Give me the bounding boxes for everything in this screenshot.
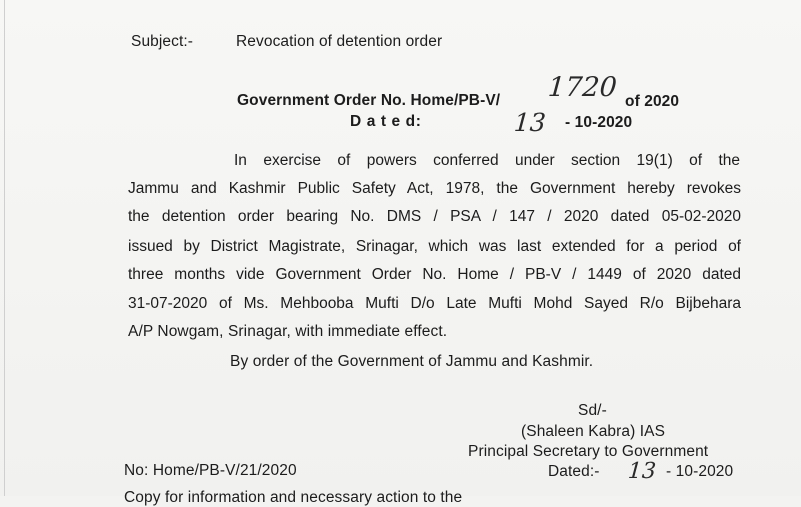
order-year: of 2020 (625, 93, 680, 110)
body-line-6: 31-07-2020 of Ms. Mehbooba Mufti D/o Late Mufti Mohd Sayed R/o Bijbehara (128, 295, 741, 312)
signature-date-suffix: - 10-2020 (666, 463, 734, 480)
signatory-designation: Principal Secretary to Government (468, 443, 709, 460)
body-line-5: three months vide Government Order No. Home / PB-V / 1449 of 2020 dated (128, 266, 741, 283)
order-dated-label: D a t e d: (350, 113, 422, 130)
signature-dated-label: Dated:- (548, 463, 600, 480)
body-line-3: the detention order bearing No. DMS / PSA / 147 / 2020 dated 05-02-2020 (128, 208, 741, 225)
reference-number: No: Home/PB-V/21/2020 (124, 462, 297, 479)
order-number-prefix: Government Order No. Home/PB-V/ (237, 92, 501, 109)
signatory-name: (Shaleen Kabra) IAS (521, 423, 666, 440)
order-day-handwritten: 13 (512, 108, 547, 137)
order-number-handwritten: 1720 (546, 72, 618, 103)
body-line-1: In exercise of powers conferred under section 19(1) of the (234, 152, 740, 169)
page-edge (4, 0, 5, 496)
body-line-4: issued by District Magistrate, Srinagar, which was last extended for a period of (128, 238, 741, 255)
signature-day-handwritten: 13 (627, 459, 657, 484)
footer-partial-text: Copy for information and necessary action to the (124, 489, 463, 506)
signature-sd: Sd/- (578, 402, 607, 419)
subject-text: Revocation of detention order (236, 33, 443, 50)
order-date-suffix: - 10-2020 (565, 114, 633, 131)
closing-line: By order of the Government of Jammu and Kashmir. (230, 353, 594, 370)
subject-label: Subject:- (131, 33, 194, 50)
body-line-7: A/P Nowgam, Srinagar, with immediate effect. (128, 323, 448, 340)
body-line-2: Jammu and Kashmir Public Safety Act, 1978, the Government hereby revokes (128, 180, 741, 197)
